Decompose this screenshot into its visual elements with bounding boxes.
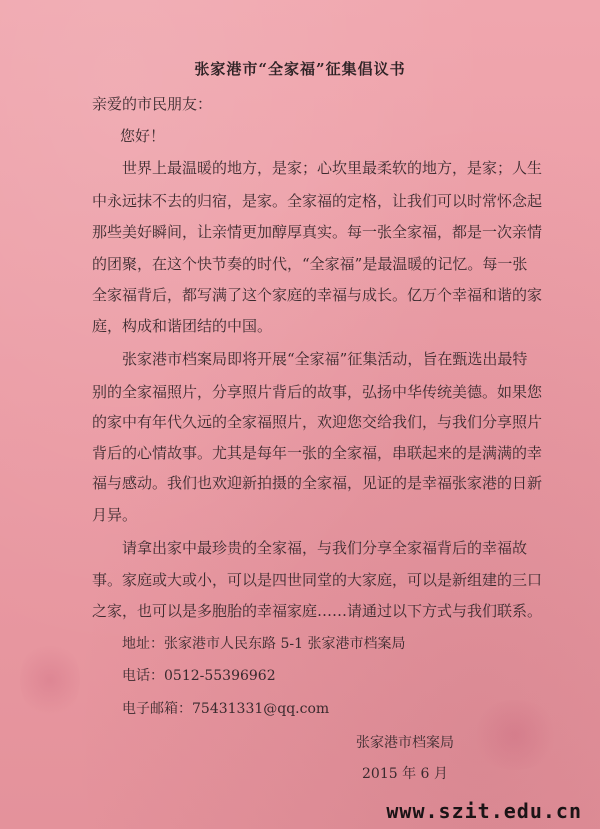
contact-address: 地址：张家港市人民东路 5-1 张家港市档案局 <box>122 636 406 652</box>
paragraph-2-line-4: 背后的心情故事。尤其是每年一张的全家福，串联起来的是满满的幸 <box>92 444 543 462</box>
paragraph-1-line-2: 中永远抹不去的归宿，是家。全家福的定格，让我们可以时常怀念起 <box>92 192 543 210</box>
salutation: 亲爱的市民朋友： <box>92 95 213 113</box>
paragraph-1-line-5: 全家福背后，都写满了这个家庭的幸福与成长。亿万个幸福和谐的家 <box>92 286 543 304</box>
signature-date: 2015 年 6 月 <box>362 766 448 782</box>
paragraph-3-line-1: 请拿出家中最珍贵的全家福，与我们分享全家福背后的幸福故 <box>122 539 528 557</box>
paragraph-2-line-6: 月异。 <box>92 506 138 524</box>
greeting: 您好！ <box>120 127 166 145</box>
watermark-url: www.szit.edu.cn <box>386 799 582 823</box>
paragraph-2-line-3: 的家中有年代久远的全家福照片，欢迎您交给我们，与我们分享照片 <box>92 413 543 431</box>
paper-stain <box>20 640 80 720</box>
paragraph-1-line-4: 的团聚，在这个快节奏的时代，“全家福”是最温暖的记忆。每一张 <box>92 255 528 273</box>
paragraph-2-line-5: 福与感动。我们也欢迎新拍摄的全家福，见证的是幸福张家港的日新 <box>92 474 543 492</box>
paragraph-2-line-1: 张家港市档案局即将开展“全家福”征集活动，旨在甄选出最特 <box>122 350 528 368</box>
paragraph-3-line-3: 之家，也可以是多胞胎的幸福家庭……请通过以下方式与我们联系。 <box>92 602 543 620</box>
contact-phone: 电话：0512-55396962 <box>122 668 276 684</box>
paragraph-1-line-6: 庭，构成和谐团结的中国。 <box>92 317 273 335</box>
signature-org: 张家港市档案局 <box>356 735 454 751</box>
document-title: 张家港市“全家福”征集倡议书 <box>194 60 406 78</box>
paragraph-1-line-1: 世界上最温暖的地方，是家；心坎里最柔软的地方，是家；人生 <box>122 159 543 177</box>
contact-email: 电子邮箱：75431331@qq.com <box>122 701 330 717</box>
paragraph-1-line-3: 那些美好瞬间，让亲情更加醇厚真实。每一张全家福，都是一次亲情 <box>92 223 543 241</box>
paragraph-3-line-2: 事。家庭或大或小，可以是四世同堂的大家庭，可以是新组建的三口 <box>92 571 543 589</box>
paragraph-2-line-2: 别的全家福照片，分享照片背后的故事，弘扬中华传统美德。如果您 <box>92 383 543 401</box>
